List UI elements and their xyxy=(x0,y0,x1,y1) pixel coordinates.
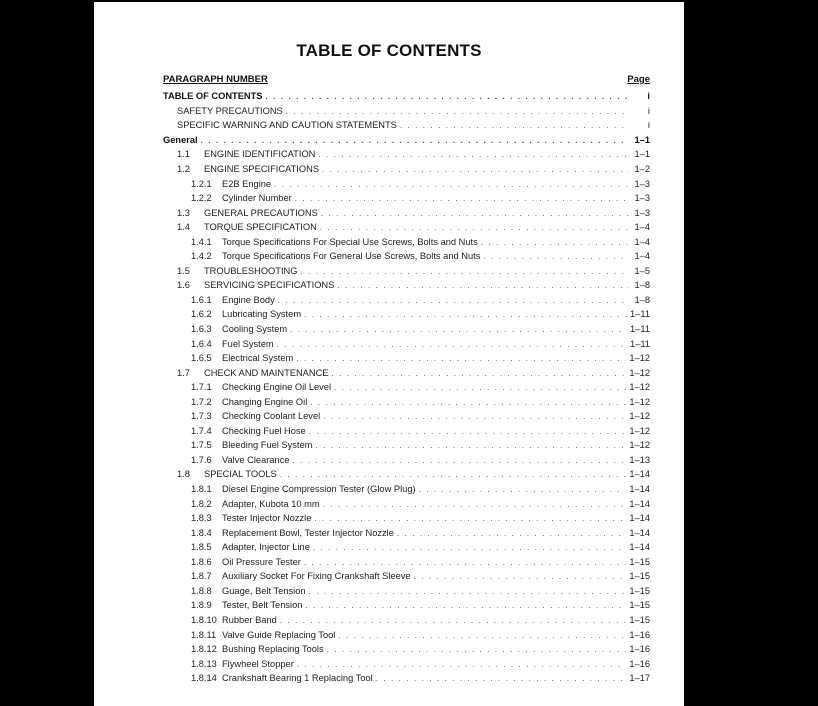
dot-leader xyxy=(483,252,629,261)
toc-entry-page: 1–3 xyxy=(634,207,650,218)
dot-leader xyxy=(201,136,629,145)
toc-entry-label: SERVICING SPECIFICATIONS xyxy=(204,280,337,290)
toc-entry-label: Adapter, Injector Line xyxy=(222,542,313,552)
toc-entry[interactable] xyxy=(163,598,650,613)
toc-entry-number: 1.7.5 xyxy=(191,440,212,451)
dot-leader xyxy=(301,267,630,276)
toc-entry-number: 1.8.3 xyxy=(191,513,212,524)
toc-entry-page: i xyxy=(647,105,650,116)
toc-entry-page: 1–16 xyxy=(629,658,650,669)
toc-entry-page: 1–14 xyxy=(629,498,650,509)
toc-entry-page: 1–12 xyxy=(629,382,650,393)
dot-leader xyxy=(274,180,629,189)
toc-entry-number: 1.7.1 xyxy=(191,382,212,393)
toc-entry[interactable] xyxy=(163,394,650,409)
toc-entry-number: 1.2 xyxy=(177,164,190,174)
toc-entry-page: 1–3 xyxy=(634,178,650,189)
dot-leader xyxy=(327,645,627,654)
toc-entry-label: Replacement Bowl, Tester Injector Nozzle xyxy=(222,528,397,538)
toc-entry[interactable] xyxy=(163,642,650,657)
toc-entry-label: GENERAL PRECAUTIONS xyxy=(204,208,321,218)
toc-entry-page: 1–4 xyxy=(634,222,650,233)
toc-entry[interactable] xyxy=(163,482,650,497)
toc-entry-page: i xyxy=(647,120,650,131)
toc-entry[interactable] xyxy=(163,438,650,453)
toc-entry-number: 1.1 xyxy=(177,149,190,160)
toc-entry[interactable] xyxy=(163,351,650,366)
toc-entry-label: Guage, Belt Tension xyxy=(222,586,309,596)
toc-entry-label: Torque Specifications For Special Use Screws, Bolts and Nuts xyxy=(222,237,481,247)
toc-entry[interactable] xyxy=(163,584,650,599)
page-title: TABLE OF CONTENTS xyxy=(296,41,482,60)
dot-leader xyxy=(323,500,627,509)
toc-entry-page: 1–15 xyxy=(629,614,650,625)
toc-entry[interactable] xyxy=(163,147,650,162)
dot-leader xyxy=(414,572,627,581)
toc-entry-page: 1–8 xyxy=(634,294,650,305)
toc-entry-page: 1–15 xyxy=(629,571,650,582)
dot-leader xyxy=(337,281,629,290)
toc-entry-number: 1.8.6 xyxy=(191,556,212,567)
dot-leader xyxy=(309,587,627,596)
dot-leader xyxy=(278,296,629,305)
dot-leader xyxy=(318,150,629,159)
toc-entry-label: Torque Specifications For General Use Screws, Bolts and Nuts xyxy=(222,251,483,261)
toc-entry[interactable] xyxy=(163,336,650,351)
toc-entry[interactable] xyxy=(163,322,650,337)
dot-leader xyxy=(277,340,627,349)
dot-leader xyxy=(305,601,626,610)
toc-entry[interactable] xyxy=(163,264,650,279)
toc-entry-label: TABLE OF CONTENTS xyxy=(163,91,266,101)
toc-entry-label: ENGINE SPECIFICATIONS xyxy=(204,164,322,174)
toc-entry-page: 1–12 xyxy=(629,396,650,407)
toc-entry-number: 1.5 xyxy=(177,265,190,276)
toc-entry-page: 1–1 xyxy=(634,149,650,160)
toc-entry-number: 1.3 xyxy=(177,207,190,218)
dot-leader xyxy=(296,354,626,363)
toc-entry[interactable] xyxy=(163,380,650,395)
toc-entry-label: Electrical System xyxy=(222,353,296,363)
toc-entry-page: 1–4 xyxy=(634,251,650,262)
toc-entry-label: Valve Guide Replacing Tool xyxy=(222,630,338,640)
toc-entry-number: 1.6 xyxy=(177,280,190,291)
toc-entry[interactable] xyxy=(163,307,650,322)
toc-entry[interactable] xyxy=(163,293,650,308)
paragraph-number-heading: PARAGRAPH NUMBER xyxy=(163,74,268,85)
toc-entry-page: 1–3 xyxy=(634,193,650,204)
toc-entry-label: Lubricating System xyxy=(222,309,304,319)
toc-entry[interactable] xyxy=(163,656,650,671)
toc-entry-label: SPECIFIC WARNING AND CAUTION STATEMENTS xyxy=(177,120,400,130)
toc-entry-page: 1–17 xyxy=(629,673,650,684)
toc-entry[interactable] xyxy=(163,104,650,119)
toc-entry-label: SAFETY PRECAUTIONS xyxy=(177,106,286,116)
dot-leader xyxy=(481,238,629,247)
toc-entry[interactable] xyxy=(163,191,650,206)
toc-entry-label: Engine Body xyxy=(222,295,278,305)
toc-entry-number: 1.4 xyxy=(177,222,190,233)
toc-entry-page: 1–14 xyxy=(629,513,650,524)
toc-entry-number: 1.7.2 xyxy=(191,396,212,407)
toc-entry[interactable] xyxy=(163,365,650,380)
dot-leader xyxy=(295,194,629,203)
toc-entry-label: Cooling System xyxy=(222,324,290,334)
toc-entry[interactable] xyxy=(163,613,650,628)
page-heading: Page xyxy=(627,74,650,85)
toc-entry-page: 1–15 xyxy=(629,600,650,611)
toc-entry-label: Cylinder Number xyxy=(222,193,295,203)
toc-entry-page: 1–14 xyxy=(629,469,650,480)
dot-leader xyxy=(280,470,627,479)
toc-entry-page: 1–15 xyxy=(629,556,650,567)
toc-entry[interactable] xyxy=(163,467,650,482)
toc-entry-page: 1–4 xyxy=(634,236,650,247)
toc-entry-label: Tester, Belt Tension xyxy=(222,600,305,610)
toc-entry-page: i xyxy=(647,91,650,102)
toc-entry-number: 1.2.2 xyxy=(191,193,212,204)
toc-entry-label: Checking Coolant Level xyxy=(222,411,323,421)
dot-leader xyxy=(320,223,629,232)
toc-entry-number: 1.6.5 xyxy=(191,353,212,364)
document-page xyxy=(94,2,684,706)
toc-entry-page: 1–1 xyxy=(634,134,650,145)
dot-leader xyxy=(310,398,626,407)
toc-entry-label: TROUBLESHOOTING xyxy=(204,266,301,276)
dot-leader xyxy=(397,529,626,538)
toc-entry[interactable] xyxy=(163,278,650,293)
dot-leader xyxy=(313,543,626,552)
toc-entry-page: 1–11 xyxy=(630,309,650,320)
dot-leader xyxy=(323,412,626,421)
toc-entry-page: 1–12 xyxy=(629,353,650,364)
toc-entry-label: Fuel System xyxy=(222,339,277,349)
toc-entry-page: 1–12 xyxy=(629,367,650,378)
toc-entry-label: Oil Pressure Tester xyxy=(222,557,304,567)
dot-leader xyxy=(400,121,629,130)
toc-entry-number: 1.8.9 xyxy=(191,600,212,611)
toc-entry-page: 1–11 xyxy=(630,324,650,335)
toc-entry-label: Tester Injector Nozzle xyxy=(222,513,314,523)
toc-entry[interactable] xyxy=(163,409,650,424)
dot-leader xyxy=(338,631,626,640)
dot-leader xyxy=(280,616,627,625)
toc-entry-label: Crankshaft Bearing 1 Replacing Tool xyxy=(222,673,376,683)
toc-entry-number: 1.8.8 xyxy=(191,585,212,596)
toc-entry[interactable] xyxy=(163,118,650,133)
dot-leader xyxy=(321,209,629,218)
toc-entry-number: 1.6.1 xyxy=(191,294,212,305)
toc-entry-page: 1–16 xyxy=(629,644,650,655)
toc-entry-page: 1–14 xyxy=(629,484,650,495)
toc-list xyxy=(163,89,650,685)
toc-entry-number: 1.8.14 xyxy=(191,673,217,684)
toc-entry[interactable] xyxy=(163,162,650,177)
toc-entry-label: Diesel Engine Compression Tester (Glow Plug) xyxy=(222,484,419,494)
toc-entry-label: Checking Fuel Hose xyxy=(222,426,309,436)
toc-entry-page: 1–16 xyxy=(629,629,650,640)
dot-leader xyxy=(322,165,629,174)
toc-entry-number: 1.7.6 xyxy=(191,454,212,465)
toc-entry-page: 1–12 xyxy=(629,440,650,451)
toc-entry-label: ENGINE IDENTIFICATION xyxy=(204,149,318,159)
toc-entry-number: 1.8.4 xyxy=(191,527,212,538)
toc-entry[interactable] xyxy=(163,424,650,439)
toc-entry-number: 1.8.11 xyxy=(191,629,217,640)
toc-entry[interactable] xyxy=(163,249,650,264)
toc-entry[interactable] xyxy=(163,555,650,570)
toc-entry[interactable] xyxy=(163,234,650,249)
toc-entry-label: Rubber Band xyxy=(222,615,280,625)
toc-header xyxy=(163,74,650,86)
toc-entry-page: 1–15 xyxy=(629,585,650,596)
dot-leader xyxy=(304,558,626,567)
toc-entry-label: CHECK AND MAINTENANCE xyxy=(204,368,332,378)
toc-entry[interactable] xyxy=(163,205,650,220)
toc-entry-page: 1–5 xyxy=(634,265,650,276)
toc-entry[interactable] xyxy=(163,627,650,642)
toc-entry-label: Checking Engine Oil Level xyxy=(222,382,334,392)
dot-leader xyxy=(286,107,629,116)
toc-entry-number: 1.6.4 xyxy=(191,338,212,349)
toc-entry-page: 1–11 xyxy=(630,338,650,349)
dot-leader xyxy=(314,514,626,523)
toc-entry[interactable] xyxy=(163,89,650,104)
dot-leader xyxy=(266,92,629,101)
toc-entry-label: SPECIAL TOOLS xyxy=(204,469,280,479)
toc-entry-number: 1.6.2 xyxy=(191,309,212,320)
toc-entry-page: 1–14 xyxy=(629,542,650,553)
toc-entry[interactable] xyxy=(163,133,650,148)
toc-entry[interactable] xyxy=(163,671,650,686)
toc-entry-number: 1.2.1 xyxy=(191,178,212,189)
dot-leader xyxy=(309,427,627,436)
toc-entry-number: 1.8.13 xyxy=(191,658,217,669)
toc-entry[interactable] xyxy=(163,496,650,511)
dot-leader xyxy=(419,485,627,494)
dot-leader xyxy=(315,441,626,450)
dot-leader xyxy=(334,383,626,392)
toc-entry-page: 1–8 xyxy=(634,280,650,291)
toc-entry[interactable] xyxy=(163,540,650,555)
toc-entry-label: Flywheel Stopper xyxy=(222,659,297,669)
toc-entry[interactable] xyxy=(163,453,650,468)
toc-entry-number: 1.6.3 xyxy=(191,324,212,335)
toc-entry[interactable] xyxy=(163,511,650,526)
toc-entry[interactable] xyxy=(163,220,650,235)
toc-entry-number: 1.8.5 xyxy=(191,542,212,553)
toc-entry-number: 1.7.4 xyxy=(191,425,212,436)
toc-entry-number: 1.8.12 xyxy=(191,644,217,655)
toc-entry[interactable] xyxy=(163,525,650,540)
toc-entry[interactable] xyxy=(163,176,650,191)
toc-entry-number: 1.8.2 xyxy=(191,498,212,509)
toc-entry-page: 1–12 xyxy=(629,425,650,436)
dot-leader xyxy=(293,456,627,465)
toc-entry-label: Adapter, Kubota 10 mm xyxy=(222,499,323,509)
toc-entry-label: TORQUE SPECIFICATION xyxy=(204,222,320,232)
toc-entry-number: 1.8 xyxy=(177,469,190,480)
dot-leader xyxy=(304,310,627,319)
toc-entry-number: 1.8.1 xyxy=(191,484,212,495)
dot-leader xyxy=(297,660,626,669)
dot-leader xyxy=(290,325,627,334)
toc-entry-page: 1–13 xyxy=(629,454,650,465)
toc-entry-label: General xyxy=(163,135,201,145)
dot-leader xyxy=(376,674,627,683)
toc-entry-page: 1–14 xyxy=(629,527,650,538)
toc-entry-label: Changing Engine Oil xyxy=(222,397,310,407)
dot-leader xyxy=(332,369,627,378)
toc-entry-number: 1.8.7 xyxy=(191,571,212,582)
toc-entry-label: Bushing Replacing Tools xyxy=(222,644,327,654)
toc-entry-label: E2B Engine xyxy=(222,179,274,189)
toc-entry-label: Bleeding Fuel System xyxy=(222,440,315,450)
toc-entry-number: 1.4.2 xyxy=(191,251,212,262)
toc-entry-label: Valve Clearance xyxy=(222,455,293,465)
toc-entry-number: 1.7 xyxy=(177,367,190,378)
toc-entry-page: 1–12 xyxy=(629,411,650,422)
toc-entry-label: Auxiliary Socket For Fixing Crankshaft Sleeve xyxy=(222,571,414,581)
toc-entry-page: 1–2 xyxy=(634,164,650,174)
toc-entry-number: 1.8.10 xyxy=(191,614,217,625)
toc-entry-number: 1.7.3 xyxy=(191,411,212,422)
toc-entry[interactable] xyxy=(163,569,650,584)
toc-entry-number: 1.4.1 xyxy=(191,236,212,247)
